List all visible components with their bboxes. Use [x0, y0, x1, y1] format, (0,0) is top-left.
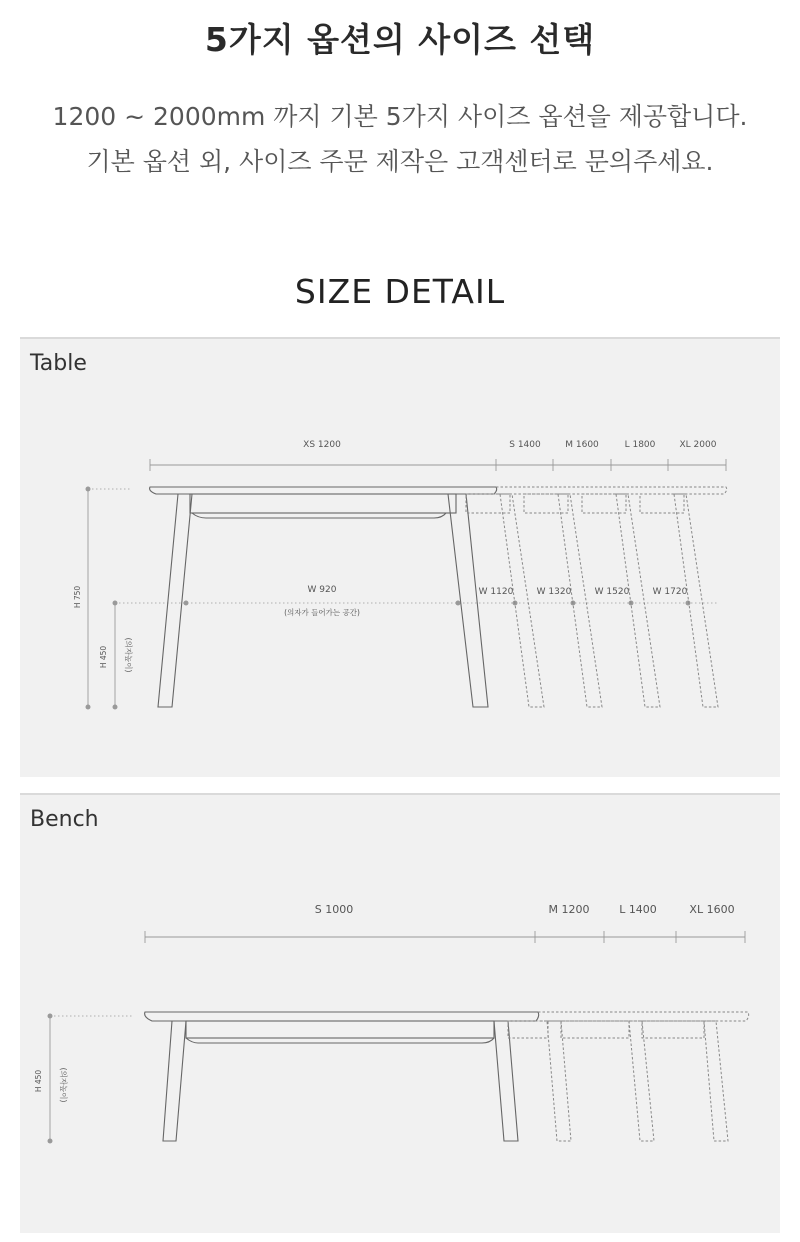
bench-width-label-l: L 1400 [619, 903, 657, 916]
description-line-1: 1200 ~ 2000mm 까지 기본 5가지 사이즈 옵션을 제공합니다. [52, 102, 748, 131]
table-size-panel [20, 337, 780, 777]
section-title: SIZE DETAIL [294, 272, 506, 311]
description-line-2: 기본 옵션 외, 사이즈 주문 제작은 고객센터로 문의주세요. [86, 147, 714, 176]
bench-width-label-s: S 1000 [314, 903, 354, 916]
inner-width-label-w920: W 920 [307, 585, 337, 595]
table-width-dimension-line [150, 459, 726, 471]
inner-width-label-w1520: W 1520 [594, 587, 630, 597]
bench-height-note: (의자높이) [59, 1067, 68, 1103]
bench-size-panel [20, 793, 780, 1233]
table-width-label-xl: XL 2000 [679, 440, 717, 450]
page-title: 5가지 옵션의 사이즈 선택 [204, 20, 596, 59]
inner-width-label-w1120: W 1120 [478, 587, 514, 597]
inner-width-note: (의자가 들어가는 공간) [284, 608, 360, 617]
bench-height-label: H 450 [34, 1069, 43, 1093]
table-width-label-m: M 1600 [565, 440, 599, 450]
chair-height-note: (의자높이) [124, 637, 133, 673]
bench-width-label-m: M 1200 [548, 903, 590, 916]
table-height-label: H 750 [73, 585, 82, 609]
bench-width-label-xl: XL 1600 [689, 903, 735, 916]
inner-width-label-w1320: W 1320 [536, 587, 572, 597]
table-size-diagram [20, 339, 780, 777]
table-height-dimension [86, 487, 133, 710]
chair-height-label: H 450 [99, 645, 108, 669]
bench-panel-label: Bench [30, 807, 99, 832]
bench-size-diagram [20, 795, 780, 1233]
table-panel-label: Table [30, 351, 87, 376]
inner-width-label-w1720: W 1720 [652, 587, 688, 597]
chair-height-dimension [113, 601, 118, 710]
table-width-label-l: L 1800 [624, 440, 656, 450]
table-drawing-extensions [466, 487, 727, 707]
table-width-label-s: S 1400 [509, 440, 541, 450]
bench-width-dimension-line [145, 931, 745, 943]
table-drawing-xs [150, 487, 497, 707]
bench-drawing-s [145, 1012, 539, 1141]
table-width-label-xs: XS 1200 [303, 440, 341, 450]
bench-drawing-extensions [508, 1012, 749, 1141]
